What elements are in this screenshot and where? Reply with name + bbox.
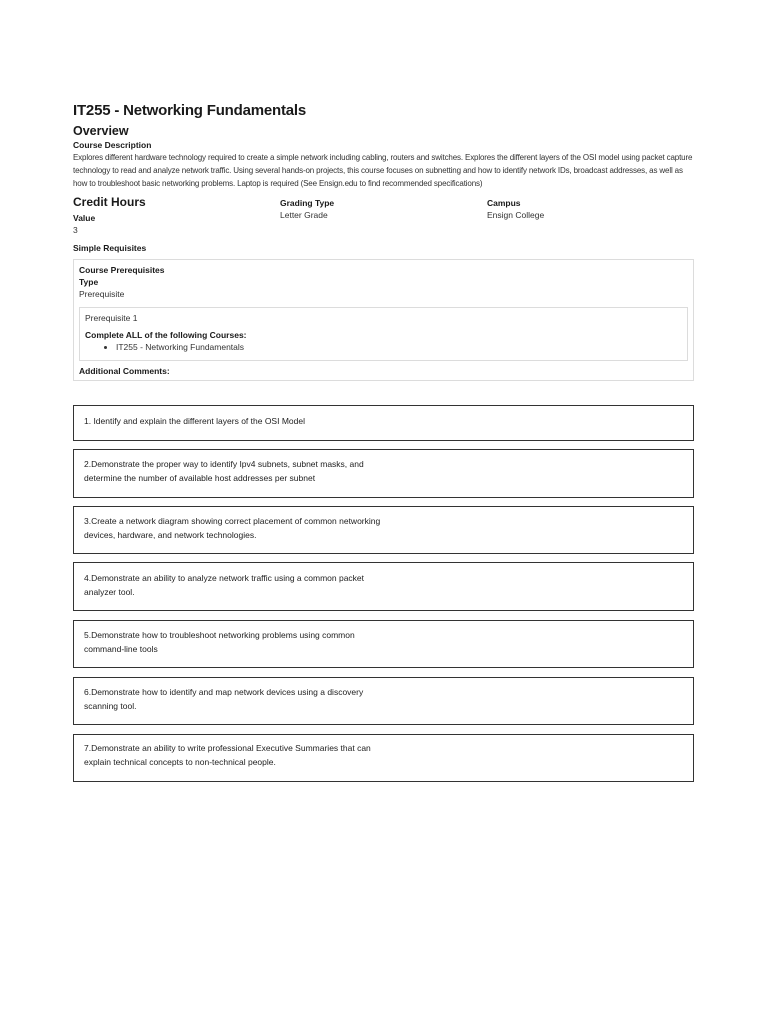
learning-outcome: [73, 506, 694, 554]
grading-type-value: Letter Grade: [280, 209, 328, 220]
learning-outcome: [73, 562, 694, 611]
type-value: Prerequisite: [79, 288, 125, 299]
credit-hours-column: [73, 195, 280, 237]
learning-outcome: [73, 405, 694, 441]
prerequisites-box: [73, 259, 694, 381]
prerequisite-group: [79, 307, 688, 361]
prerequisite-course-item: • IT255 - Networking Fundamentals: [116, 341, 682, 354]
grading-type-column: [280, 195, 487, 237]
learning-outcome-text: 1. Identify and explain the different layers of the OSI Model: [84, 416, 305, 426]
course-page: [73, 101, 694, 381]
simple-requisites-heading: Simple Requisites: [73, 242, 147, 253]
learning-outcome: [73, 734, 694, 782]
course-attributes: [73, 195, 694, 237]
course-description-label: Course Description: [73, 140, 152, 150]
campus-value: Ensign College: [487, 209, 545, 220]
campus-label: Campus: [487, 197, 521, 208]
campus-column: [487, 195, 694, 237]
learning-outcome-text: 4.Demonstrate an ability to analyze network traffic using a common packet analyzer tool.: [84, 573, 365, 597]
learning-outcome-text: 6.Demonstrate how to identify and map network devices using a discovery scanning tool.: [84, 687, 364, 711]
prerequisite-course-list: [85, 341, 682, 354]
course-prerequisites-title: Course Prerequisites: [79, 264, 165, 275]
grading-type-label: Grading Type: [280, 197, 335, 208]
learning-outcome-text: 5.Demonstrate how to troubleshoot networking problems using common command-line tools: [84, 630, 355, 654]
learning-outcome-text: 3.Create a network diagram showing correct placement of common networking devices, hardware, and network technologies.: [84, 516, 381, 540]
learning-outcome: [73, 620, 694, 668]
prerequisite-name: Prerequisite 1: [85, 312, 138, 323]
type-label: Type: [79, 276, 99, 287]
learning-outcome: [73, 449, 694, 498]
learning-outcome: [73, 677, 694, 725]
learning-outcome-text: 2.Demonstrate the proper way to identify Ipv4 subnets, subnet masks, and determine the number of available host addresses per subnet: [84, 459, 364, 483]
course-title: IT255 - Networking Fundamentals: [73, 102, 307, 119]
credit-hours-value: 3: [73, 224, 78, 235]
learning-outcome-text: 7.Demonstrate an ability to write professional Executive Summaries that can explain technical concepts to non-technical people.: [84, 743, 371, 767]
overview-heading: Overview: [73, 124, 129, 138]
additional-comments-label: Additional Comments:: [79, 365, 170, 376]
course-description: Explores different hardware technology required to create a simple network including cabling, routers and switches. Explores the different layers of the OSI model using packet capture technology to read and analyze network traffic. Using several hands-on projects, this course focuses on subnetting and how to identify network IDs, broadcast addresses, as well as how to troubleshoot basic networking problems. Laptop is required (See Ensign.edu to find recommended specifications): [73, 153, 693, 189]
credit-hours-heading: Credit Hours: [73, 194, 146, 209]
prerequisite-rule: Complete ALL of the following Courses:: [85, 329, 247, 340]
value-label: Value: [73, 212, 96, 223]
